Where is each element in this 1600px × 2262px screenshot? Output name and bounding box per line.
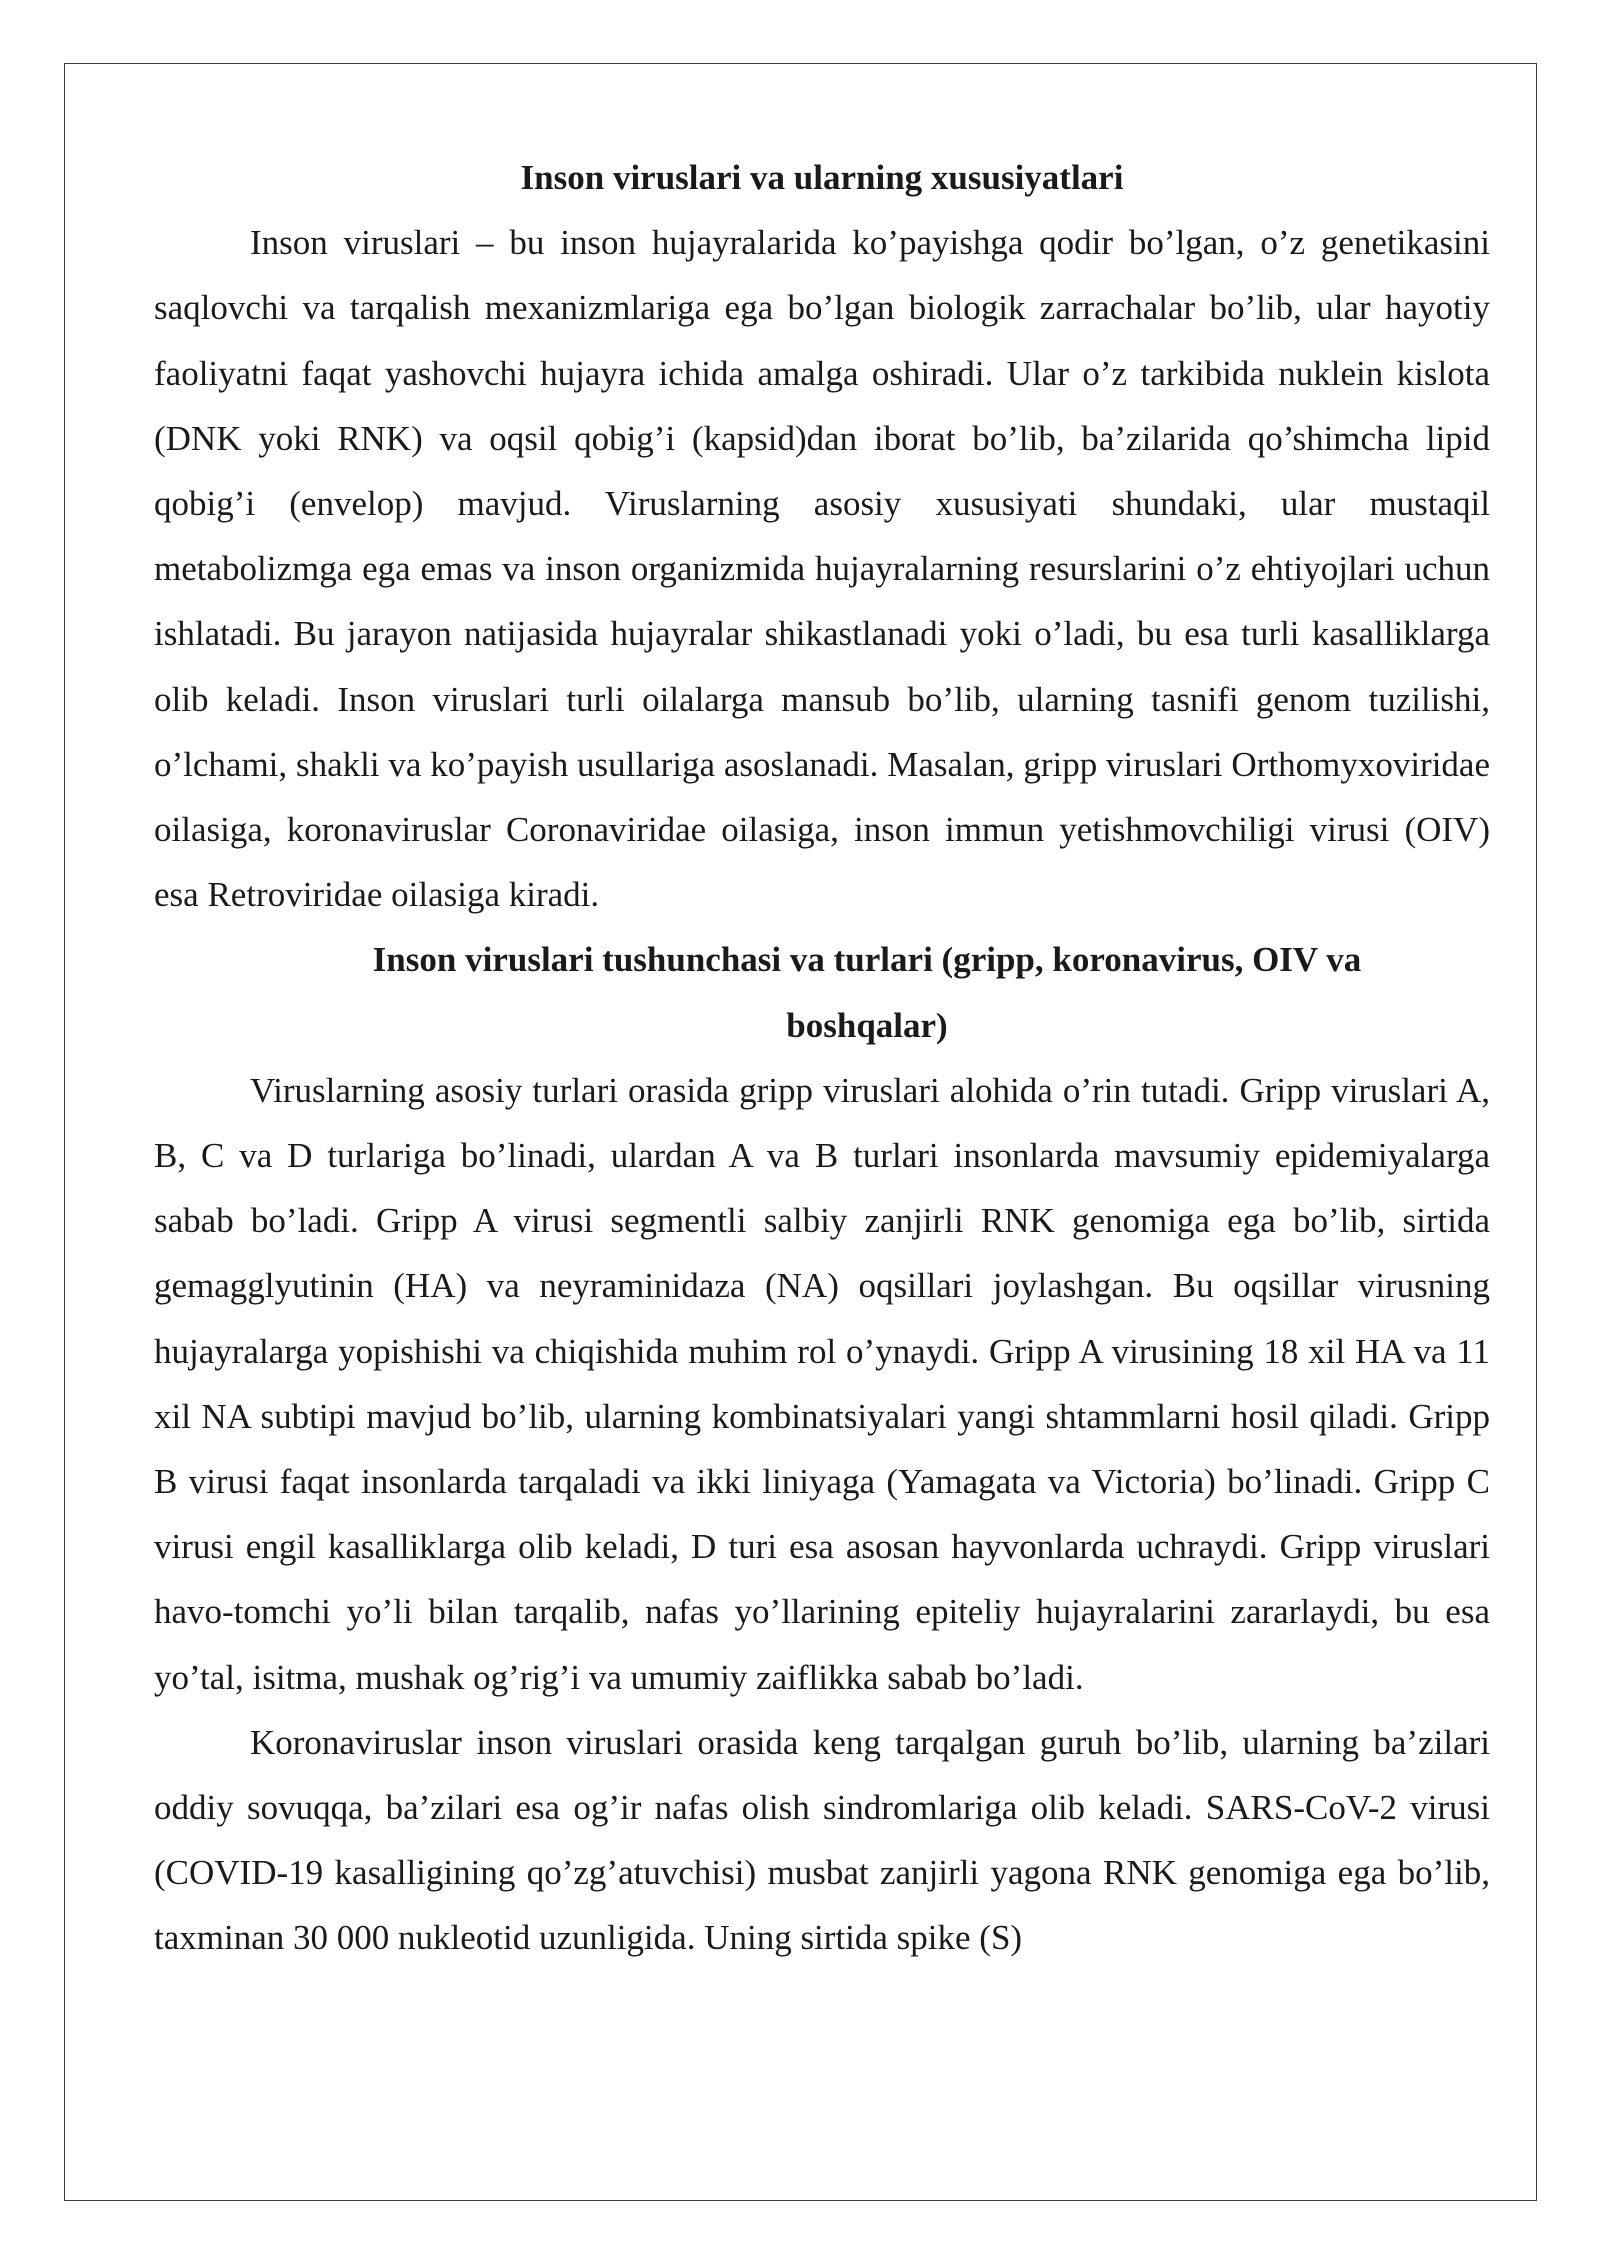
influenza-paragraph: Viruslarning asosiy turlari orasida gripp viruslari alohida o’rin tutadi. Gripp viruslari A, B, C va D turlariga bo’linadi, ulardan A va B turlari insonlarda mavsumiy epidemiyalarga sabab bo’ladi. Gripp A virusi segmentli salbiy zanjirli RNK genomiga ega bo’lib, sirtida gemagglyutinin (HA) va neyraminidaza (NA) oqsillari joylashgan. Bu oqsillar virusning hujayralarga yopishishi va chiqishida muhim rol o’ynaydi. Gripp A virusining 18 xil HA va 11 xil NA subtipi mavjud bo’lib, ularning kombinatsiyalari yangi shtammlarni hosil qiladi. Gripp B virusi faqat insonlarda tarqaladi va ikki liniyaga (Yamagata va Victoria) bo’linadi. Gripp C virusi engil kasalliklarga olib keladi, D turi esa asosan hayvonlarda uchraydi. Gripp viruslari havo-tomchi yo’li bilan tarqalib, nafas yo’llarining epiteliy hujayralarini zararlaydi, bu esa yo’tal, isitma, mushak og’rig’i va umumiy zaiflikka sabab bo’ladi. — [154, 1070, 1490, 1697]
document-title: Inson viruslari va ularning xususiyatlari — [520, 158, 1124, 197]
document-body — [154, 145, 1490, 1971]
coronavirus-paragraph: Koronaviruslar inson viruslari orasida keng tarqalgan guruh bo’lib, ularning ba’zilari oddiy sovuqqa, ba’zilari esa og’ir nafas olish sindromlariga olib keladi. SARS-CoV-2 virusi (COVID-19 kasalligining qo’zg’atuvchisi) musbat zanjirli yagona RNK genomiga ega bo’lib, taxminan 30 000 nukleotid uzunligida. Uning sirtida spike (S) — [154, 1722, 1490, 1958]
intro-paragraph: Inson viruslari – bu inson hujayralarida ko’payishga qodir bo’lgan, o’z genetikasini saqlovchi va tarqalish mexanizmlariga ega bo’lgan biologik zarrachalar bo’lib, ular hayotiy faoliyatni faqat yashovchi hujayra ichida amalga oshiradi. Ular o’z tarkibida nuklein kislota (DNK yoki RNK) va oqsil qobig’i (kapsid)dan iborat bo’lib, ba’zilarida qo’shimcha lipid qobig’i (envelop) mavjud. Viruslarning asosiy xususiyati shundaki, ular mustaqil metabolizmga ega emas va inson organizmida hujayralarning resurslarini o’z ehtiyojlari uchun ishlatadi. Bu jarayon natijasida hujayralar shikastlanadi yoki o’ladi, bu esa turli kasalliklarga olib keladi. Inson viruslari turli oilalarga mansub bo’lib, ularning tasnifi genom tuzilishi, o’lchami, shakli va ko’payish usullariga asoslanadi. Masalan, gripp viruslari Orthomyxoviridae oilasiga, koronaviruslar Coronaviridae oilasiga, inson immun yetishmovchiligi virusi (OIV) esa Retroviridae oilasiga kiradi. — [154, 223, 1490, 915]
section-heading: Inson viruslari tushunchasi va turlari (gripp, koronavirus, OIV va boshqalar) — [372, 940, 1362, 1045]
